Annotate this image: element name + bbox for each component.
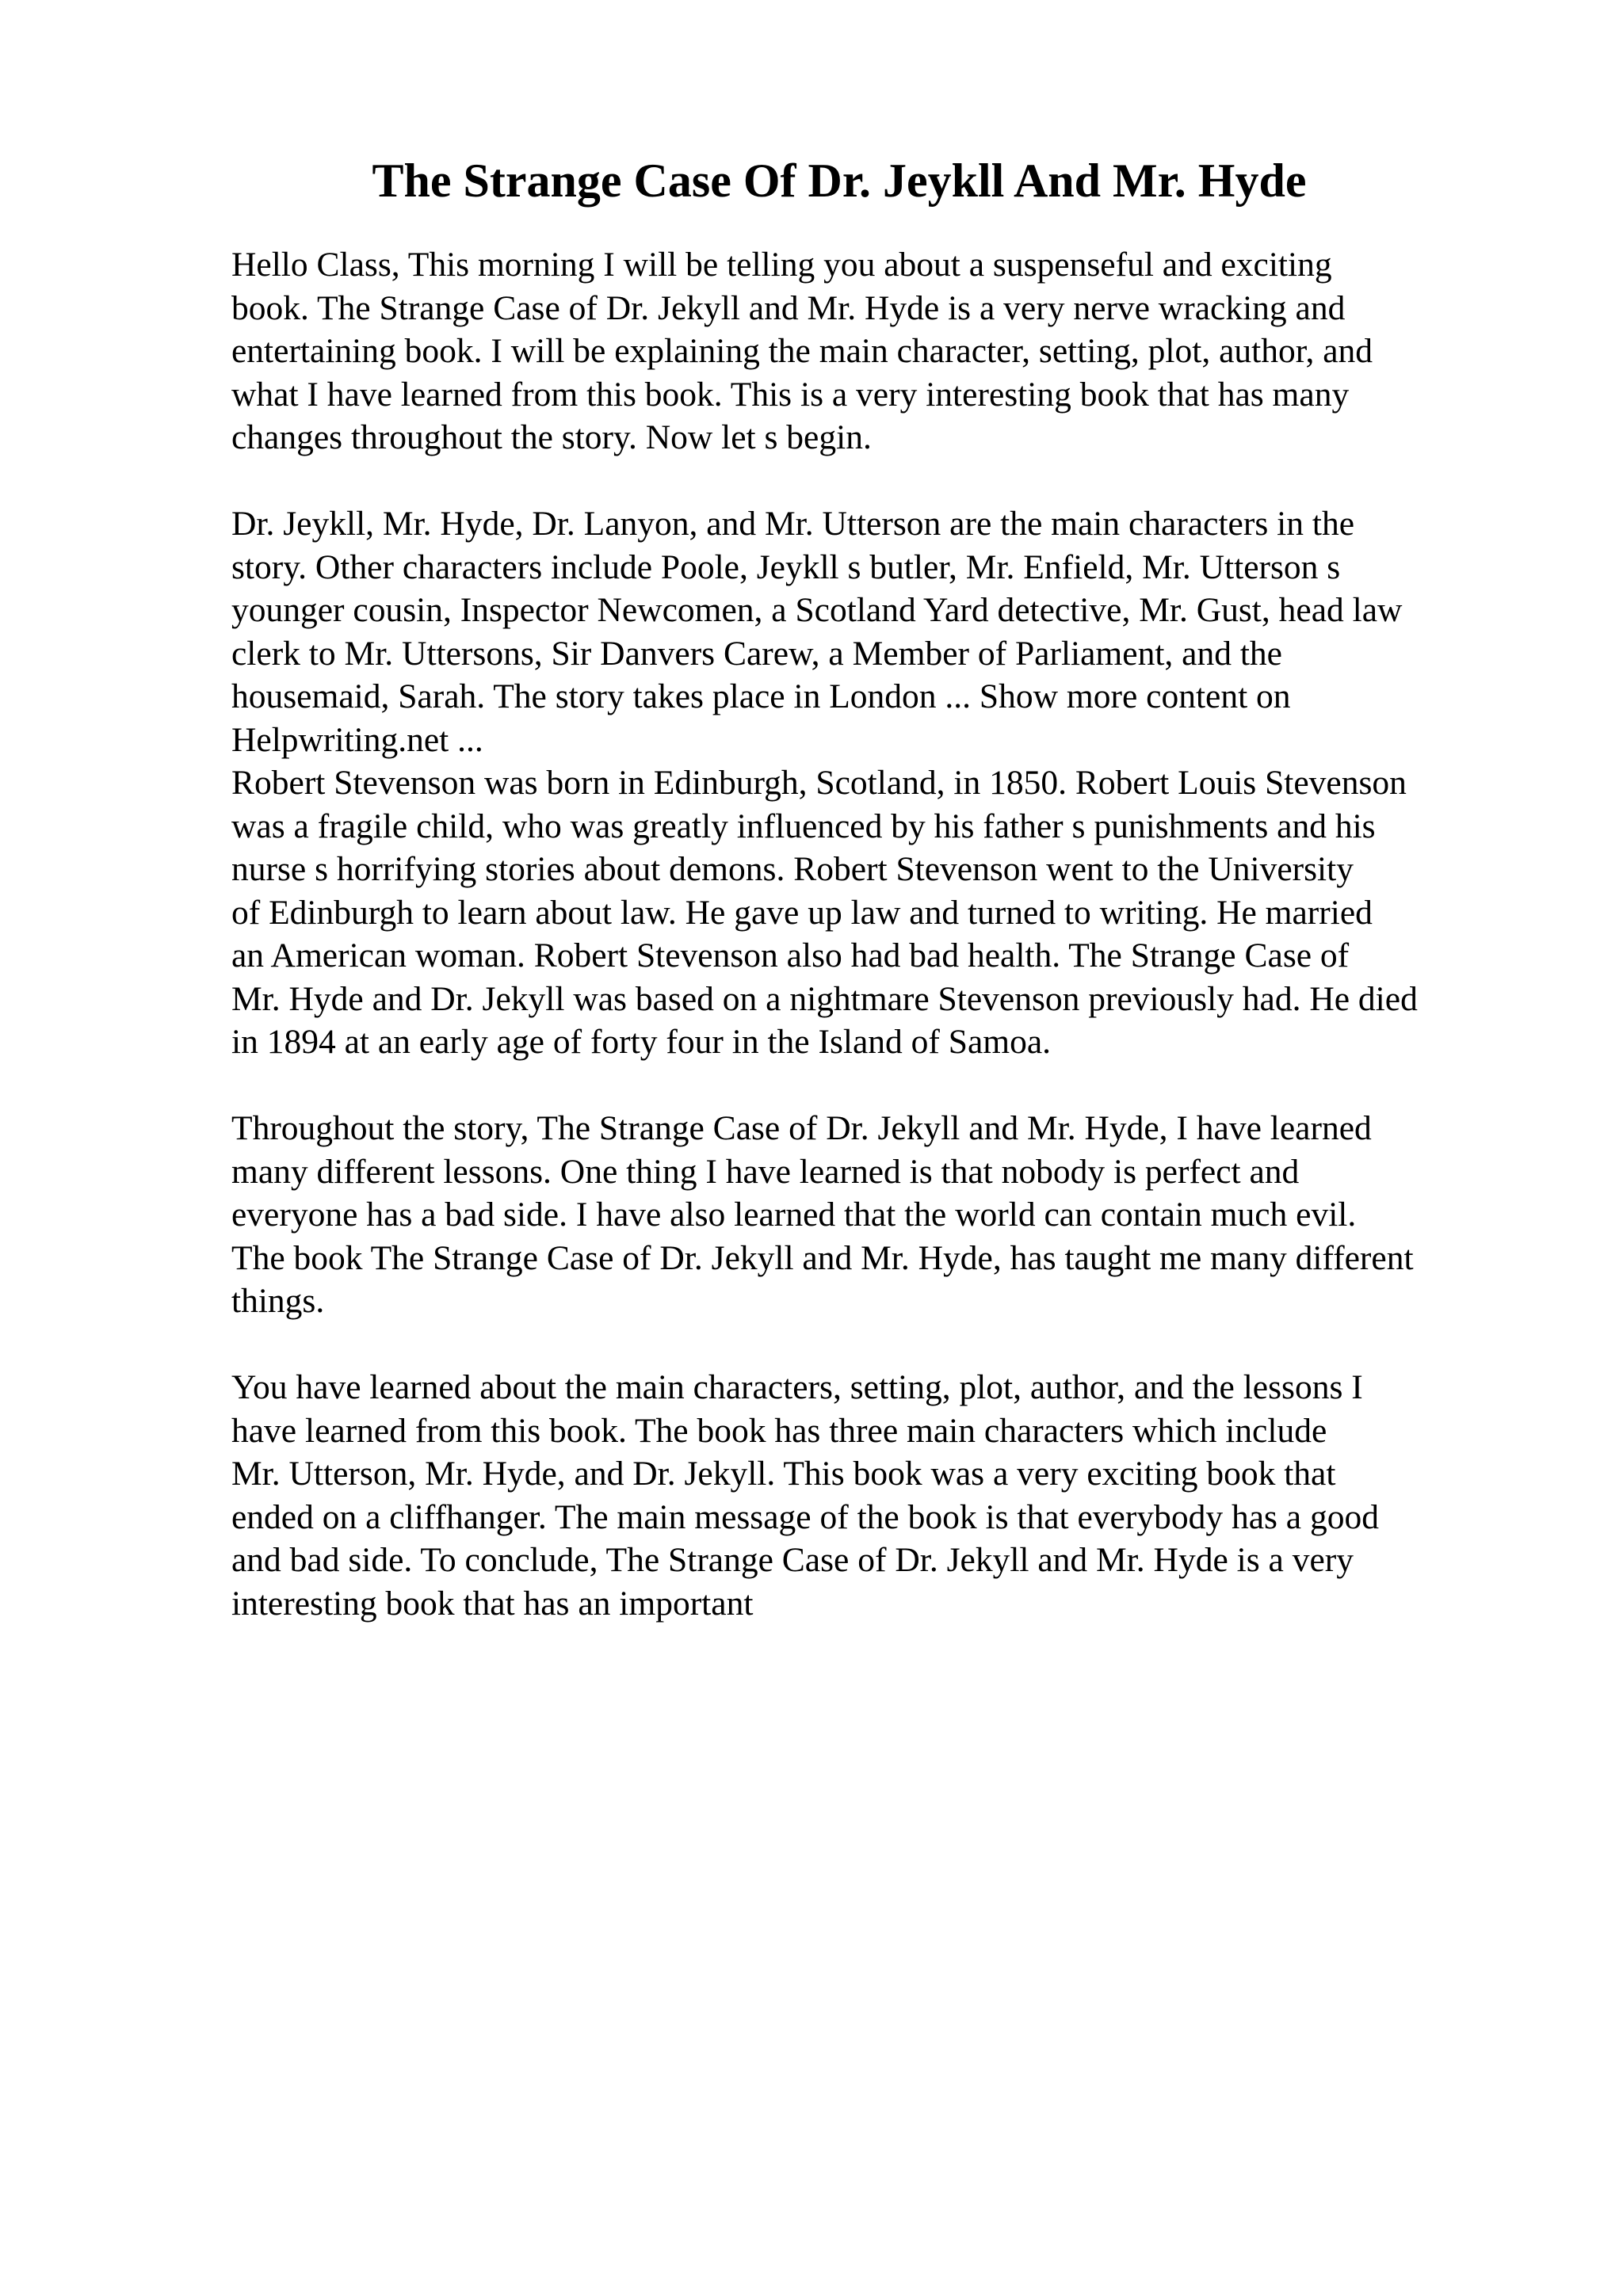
paragraph-lessons [231, 1107, 1594, 1323]
text-line: You have learned about the main characters, setting, plot, author, and the lessons I [231, 1368, 1363, 1406]
text-line: have learned from this book. The book has three main characters which include [231, 1411, 1327, 1450]
document-body [231, 243, 1594, 1625]
text-line: ended on a cliffhanger. The main message of the book is that everybody has a good [231, 1497, 1379, 1536]
paragraph-gap [231, 460, 1594, 503]
text-line: Hello Class, This morning I will be telling you about a suspenseful and exciting [231, 246, 1332, 284]
text-line: was a fragile child, who was greatly influenced by his father s punishments and his [231, 807, 1376, 845]
text-line: what I have learned from this book. This is a very interesting book that has many [231, 375, 1350, 414]
paragraph-author [231, 761, 1594, 1064]
text-line: story. Other characters include Poole, Jeykll s butler, Mr. Enfield, Mr. Utterson s [231, 547, 1341, 586]
text-line: Mr. Utterson, Mr. Hyde, and Dr. Jekyll. This book was a very exciting book that [231, 1455, 1336, 1493]
text-line: Throughout the story, The Strange Case of Dr. Jekyll and Mr. Hyde, I have learned [231, 1109, 1372, 1147]
text-line: clerk to Mr. Uttersons, Sir Danvers Carew, a Member of Parliament, and the [231, 634, 1282, 673]
text-line: of Edinburgh to learn about law. He gave up law and turned to writing. He married [231, 893, 1373, 932]
text-line: Helpwriting.net ... [231, 720, 483, 759]
text-line: entertaining book. I will be explaining the main character, setting, plot, author, and [231, 332, 1373, 370]
text-line: Mr. Hyde and Dr. Jekyll was based on a nightmare Stevenson previously had. He died [231, 979, 1418, 1018]
text-line: book. The Strange Case of Dr. Jekyll and Mr. Hyde is a very nerve wracking and [231, 288, 1346, 327]
text-line: in 1894 at an early age of forty four in the Island of Samoa. [231, 1023, 1052, 1061]
text-line: things. [231, 1282, 325, 1320]
text-line: many different lessons. One thing I have learned is that nobody is perfect and [231, 1152, 1300, 1191]
text-line: Robert Stevenson was born in Edinburgh, Scotland, in 1850. Robert Louis Stevenson [231, 764, 1407, 802]
paragraph-introduction [231, 243, 1594, 460]
text-line: an American woman. Robert Stevenson also had bad health. The Strange Case of [231, 936, 1350, 974]
paragraph-conclusion [231, 1366, 1594, 1625]
paragraph-characters [231, 502, 1594, 761]
paragraph-gap [231, 1064, 1594, 1108]
text-line: younger cousin, Inspector Newcomen, a Scotland Yard detective, Mr. Gust, head law [231, 591, 1403, 629]
text-line: housemaid, Sarah. The story takes place in London ... Show more content on [231, 677, 1291, 715]
document-title: The Strange Case Of Dr. Jeykll And Mr. Hyde [372, 154, 1307, 207]
text-line: Dr. Jeykll, Mr. Hyde, Dr. Lanyon, and Mr. Utterson are the main characters in the [231, 505, 1354, 543]
text-line: The book The Strange Case of Dr. Jekyll and Mr. Hyde, has taught me many different [231, 1238, 1414, 1277]
text-line: nurse s horrifying stories about demons. Robert Stevenson went to the University [231, 850, 1354, 888]
text-line: changes throughout the story. Now let s begin. [231, 418, 872, 456]
text-line: and bad side. To conclude, The Strange Case of Dr. Jekyll and Mr. Hyde is a very [231, 1541, 1354, 1579]
text-line: everyone has a bad side. I have also learned that the world can contain much evil. [231, 1196, 1357, 1234]
text-line: interesting book that has an important [231, 1584, 754, 1623]
paragraph-gap [231, 1323, 1594, 1367]
